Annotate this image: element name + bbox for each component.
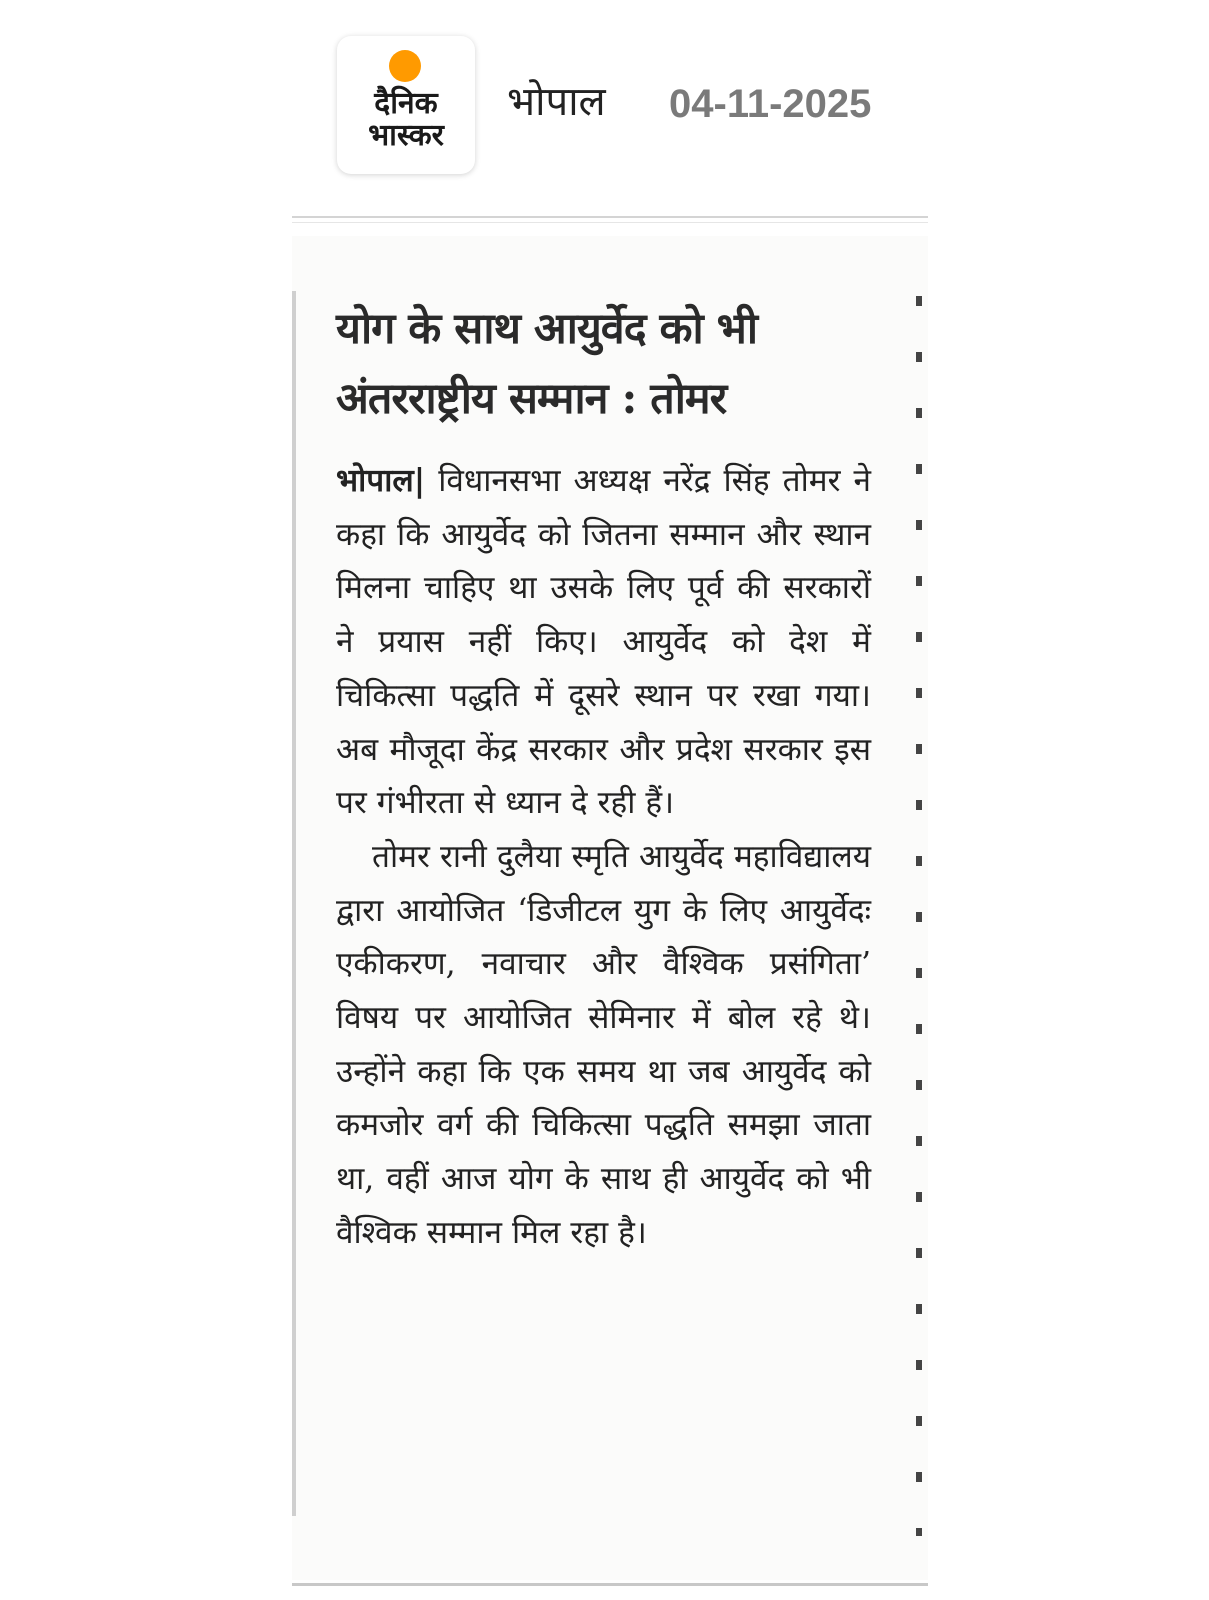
clipping-left-edge xyxy=(292,291,296,1516)
article-headline xyxy=(336,294,876,434)
headline-line1: योग के साथ आयुर्वेद को भी xyxy=(336,304,757,354)
edition-city: भोपाल xyxy=(507,79,606,125)
bottom-divider xyxy=(292,1583,928,1586)
article-paragraph-1 xyxy=(336,454,871,831)
sun-icon xyxy=(389,50,421,82)
newspaper-header xyxy=(337,36,937,176)
news-clipping xyxy=(292,236,928,1580)
dainik-bhaskar-logo xyxy=(337,36,475,174)
article-paragraph-2: तोमर रानी दुलैया स्मृति आयुर्वेद महाविद्यालय द्वारा आयोजित ‘डिजीटल युग के लिए आयुर्वेदः एकीकरण, नवाचार और वैश्विक प्रसंगिता’ विषय पर आयोजित सेमिनार में बोल रहे थे। उन्होंने कहा कि एक समय था जब आयुर्वेद को कमजोर वर्ग की चिकित्सा पद्धति समझा जाता था, वहीं आज योग के साथ ही आयुर्वेद को भी वैश्विक सम्मान मिल रहा है। xyxy=(336,838,871,1251)
article-body xyxy=(336,454,871,1261)
top-divider xyxy=(292,216,928,218)
headline-line2: अंतरराष्ट्रीय सम्मान : तोमर xyxy=(336,374,727,424)
top-divider-secondary xyxy=(292,222,928,223)
logo-text-line1: दैनिक xyxy=(374,86,438,121)
logo-text-line2: भास्कर xyxy=(368,118,444,153)
edition-date: 04-11-2025 xyxy=(669,82,872,126)
paragraph-1-text: विधानसभा अध्यक्ष नरेंद्र सिंह तोमर ने कहा कि आयुर्वेद को जितना सम्मान और स्थान मिलना चाहिए था उसके लिए पूर्व की सरकारों ने प्रयास नहीं किए। आयुर्वेद को देश में चिकित्सा पद्धति में दूसरे स्थान पर रखा गया। अब मौजूदा केंद्र सरकार और प्रदेश सरकार इस पर गंभीरता से ध्यान दे रही हैं। xyxy=(336,463,871,822)
adjacent-column-edge xyxy=(916,296,922,1536)
article-dateline: भोपाल| xyxy=(336,462,426,499)
